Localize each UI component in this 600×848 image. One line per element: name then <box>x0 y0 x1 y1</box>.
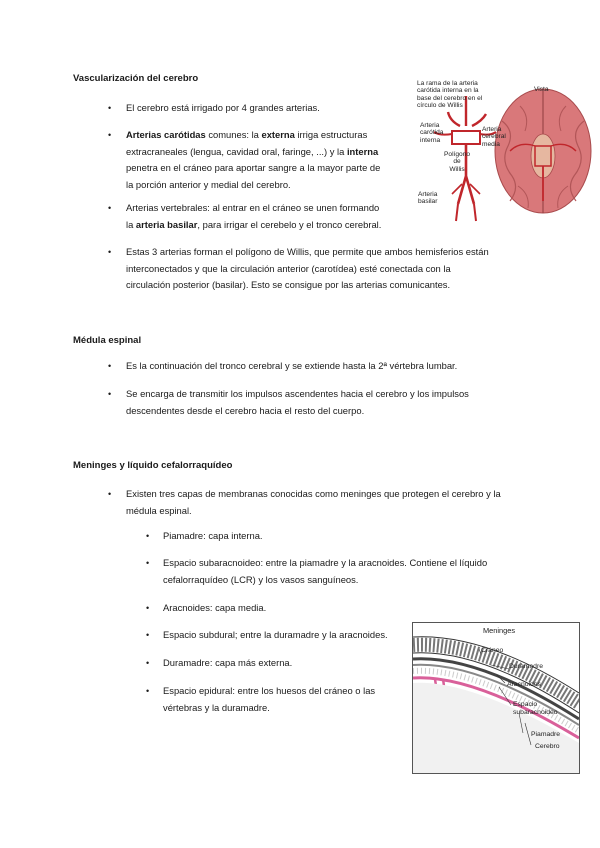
subbullet-espacio-epidural: • Espacio epidural: entre los huesos del cráneo o las vértebras y la duramadre. <box>146 685 376 713</box>
subbullet-espacio-subaracnoideo: • Espacio subaracnoideo: entre la piamadre y la aracnoides. Contiene el líquido cefalorraquídeo (LCR) y los vasos sanguíneos. <box>146 557 488 585</box>
label-carotida-interna: Arteria carótida interna <box>420 122 444 144</box>
bullet-dot: • <box>146 603 150 613</box>
subbullet-piamadre: • Piamadre: capa interna. <box>163 528 263 545</box>
bullet-vascular-1: • El cerebro está irrigado por 4 grandes arterias. <box>126 100 320 117</box>
section-title-meninges: Meninges y líquido cefalorraquídeo <box>73 460 233 471</box>
bullet-dot: • <box>146 658 150 668</box>
brain-willis-figure <box>390 76 592 222</box>
meninges-illustration <box>413 623 579 773</box>
bullet-dot: • <box>108 130 112 140</box>
meninges-figure <box>412 622 580 774</box>
bullet-dot: • <box>108 203 112 213</box>
bullet-dot: • <box>108 489 112 499</box>
bullet-dot: • <box>108 103 112 113</box>
bullet-meninges-1: • Existen tres capas de membranas conocidas como meninges que protegen el cerebro y la médula espinal. <box>108 488 501 516</box>
bullet-dot: • <box>146 686 150 696</box>
label-arteria-basilar: Arteria basilar <box>418 191 438 206</box>
label-duramadre: Duramadre <box>509 663 543 670</box>
label-espacio-subaracnoideo: Espacio subaracnoideo <box>513 701 558 716</box>
label-aracnoides: Aracnoides <box>507 681 542 688</box>
meninges-figure-title: Meninges <box>483 626 516 635</box>
bullet-dot: • <box>146 558 150 568</box>
bullet-vascular-2: • Arterias carótidas comunes: la externa irriga estructuras extracraneales (lengua, cavidad oral, faringe, ...) y la interna penetra en el cráneo para aportar sangre a la mayor parte de la porción anterior y medial del cerebro. <box>108 129 381 190</box>
bullet-dot: • <box>108 247 112 257</box>
bullet-dot: • <box>146 630 150 640</box>
label-cerebro: Cerebro <box>535 743 560 750</box>
brain-view-label: Vista <box>534 86 549 93</box>
brain-top-caption: La rama de la arteria carótida interna en la base del cerebro en el círculo de Willis <box>417 80 483 110</box>
bullet-vascular-3: • Arterias vertebrales: al entrar en el cráneo se unen formando la arteria basilar, para irrigar el cerebelo y el tronco cerebral. <box>108 202 382 230</box>
section-title-vascularizacion: Vascularización del cerebro <box>73 73 199 84</box>
label-piamadre: Piamadre <box>531 731 561 738</box>
subbullet-espacio-subdural: • Espacio subdural; entre la duramadre y la aracnoides. <box>163 627 388 644</box>
bullet-medula-1: • Es la continuación del tronco cerebral y se extiende hasta la 2ª vértebra lumbar. <box>126 358 457 375</box>
label-craneo: Cráneo <box>481 647 504 654</box>
section-title-medula: Médula espinal <box>73 335 142 346</box>
bullet-medula-2: • Se encarga de transmitir los impulsos ascendentes hacia el cerebro y los impulsos descendentes desde el cerebro hacia el resto del cuerpo. <box>108 388 469 416</box>
label-poligono-willis: Polígono de Willis <box>444 151 471 173</box>
subbullet-aracnoides: • Aracnoides: capa media. <box>163 600 266 617</box>
bullet-dot: • <box>108 361 112 371</box>
bullet-vascular-4: • Estas 3 arterias forman el polígono de Willis, que permite que ambos hemisferios están interconectados y que la circulación anterior (carotídea) esté conectada con la circulación posterior (basilar). Esto se consigue por las arterias comunicantes. <box>108 246 489 290</box>
bullet-dot: • <box>108 389 112 399</box>
bullet-dot: • <box>146 531 150 541</box>
label-cerebral-media: Arteria cerebral media <box>482 126 506 148</box>
subbullet-duramadre: • Duramadre: capa más externa. <box>163 655 292 672</box>
